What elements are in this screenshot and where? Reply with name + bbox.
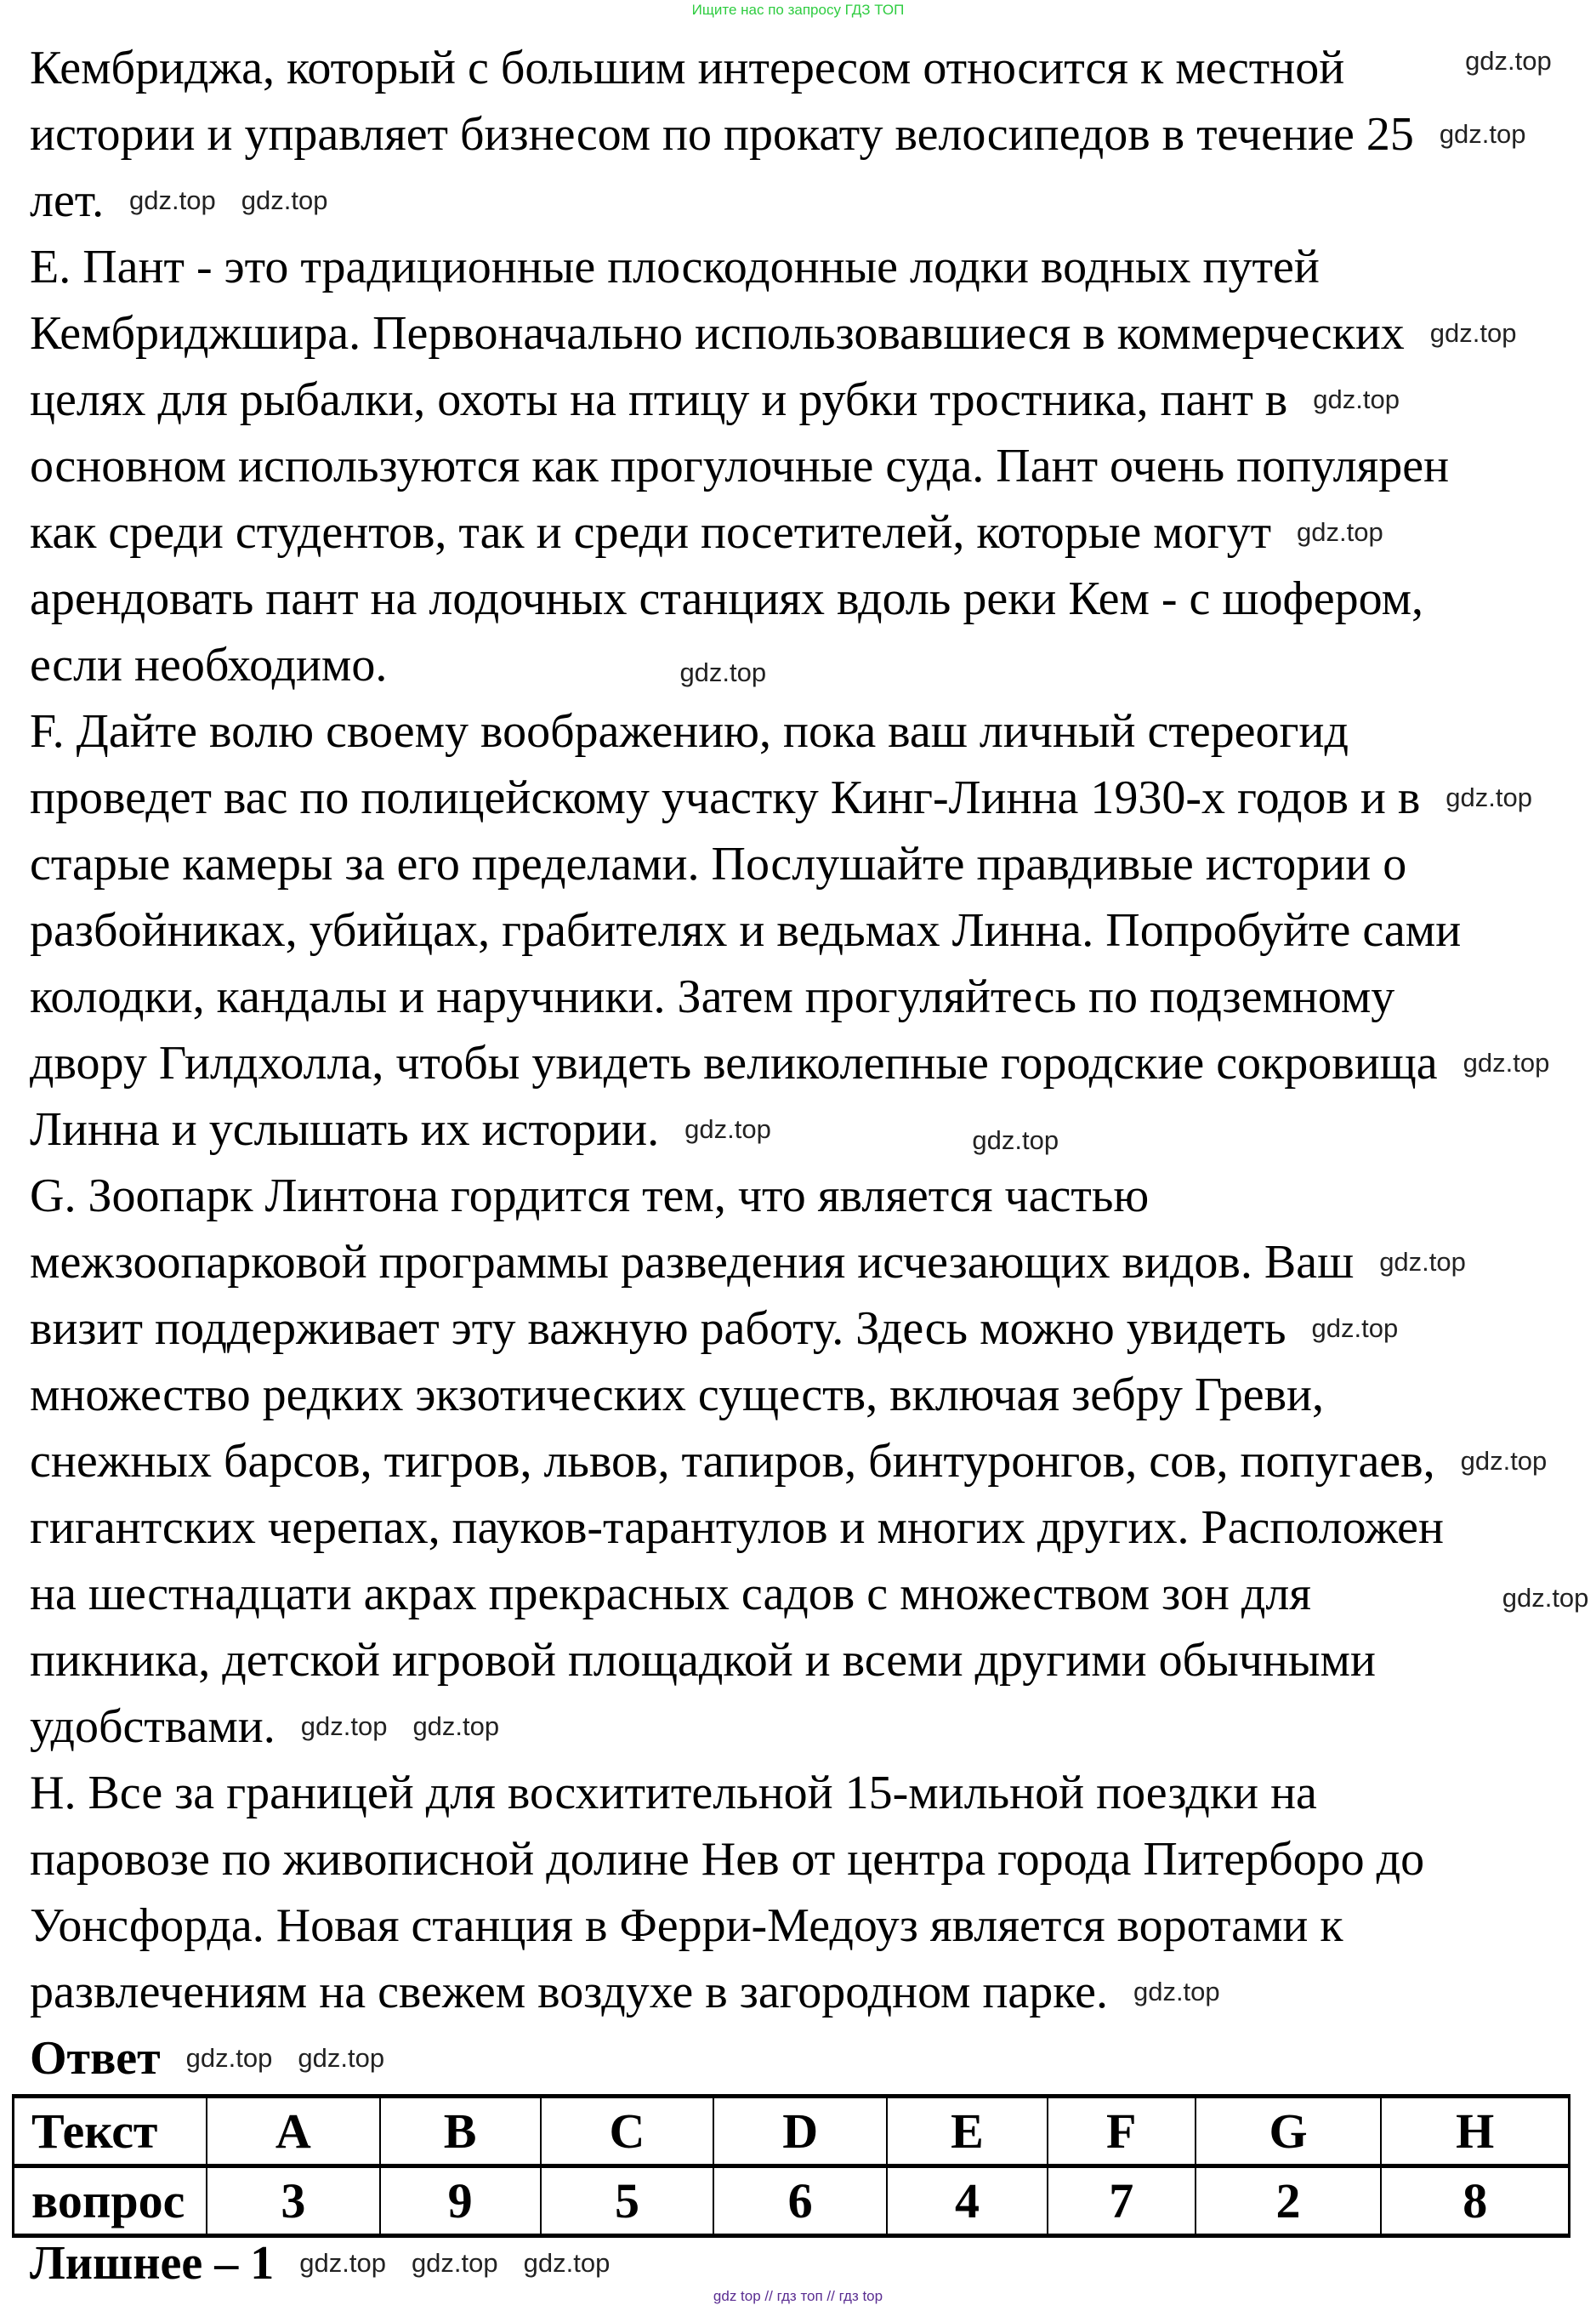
text-line: лет. (30, 174, 105, 227)
column-header: B (380, 2097, 541, 2166)
watermark: gdz.top (523, 2248, 611, 2278)
text-line: колодки, кандалы и наручники. Затем прогуляйтесь по подземному (30, 970, 1395, 1023)
text-line: на шестнадцати акрах прекрасных садов с множеством зон для (30, 1568, 1312, 1620)
column-header: C (541, 2097, 714, 2166)
footer-link[interactable]: gdz top // гдз топ // гдз top (713, 2288, 883, 2304)
watermark: gdz.top (1502, 1582, 1589, 1613)
column-header: D (713, 2097, 887, 2166)
text-line: межзоопарковой программы разведения исчезающих видов. Ваш (30, 1236, 1355, 1289)
answer-cell: 8 (1381, 2166, 1569, 2236)
text-line: арендовать пант на лодочных станциях вдоль реки Кем - с шофером, (30, 572, 1424, 625)
table-row (14, 2097, 1570, 2166)
answer-table (12, 2094, 1570, 2238)
text-line: Кембриджшира. Первоначально использовавшиеся в коммерческих (30, 307, 1405, 360)
watermark: gdz.top (1460, 1446, 1548, 1476)
text-line: основном используются как прогулочные суда. Пант очень популярен (30, 440, 1450, 492)
text-line: Линна и услышать их истории. (30, 1103, 660, 1156)
watermark: gdz.top (241, 185, 328, 215)
column-header: H (1381, 2097, 1569, 2166)
search-banner[interactable]: Ищите нас по запросу ГДЗ ТОП (691, 2, 905, 18)
watermark: gdz.top (1313, 384, 1400, 414)
text-line: если необходимо. (30, 639, 388, 692)
text-line: F. Дайте волю своему воображению, пока ваш личный стереогид (30, 705, 1349, 758)
text-line: проведет вас по полицейскому участку Кинг-Линна 1930-х годов и в (30, 771, 1421, 824)
watermark: gdz.top (300, 1711, 388, 1741)
answer-cell: 3 (207, 2166, 380, 2236)
watermark: gdz.top (1439, 119, 1526, 149)
extra-note: Лишнее – 1 (30, 2237, 275, 2290)
text-line: G. Зоопарк Линтона гордится тем, что является частью (30, 1170, 1150, 1222)
column-header: E (887, 2097, 1048, 2166)
column-header: F (1048, 2097, 1196, 2166)
text-line: целях для рыбалки, охоты на птицу и рубки тростника, пант в (30, 373, 1288, 426)
text-line: пикника, детской игровой площадкой и всеми другими обычными (30, 1634, 1376, 1687)
text-line: Уонсфорда. Новая станция в Ферри-Медоуз является воротами к (30, 1899, 1343, 1952)
watermark: gdz.top (1465, 45, 1552, 76)
watermark: gdz.top (411, 2248, 498, 2278)
text-line: множество редких экзотических существ, включая зебру Греви, (30, 1369, 1325, 1421)
answer-cell: 6 (713, 2166, 887, 2236)
watermark: gdz.top (1133, 1977, 1220, 2006)
text-line: паровозе по живописной долине Нев от центра города Питерборо до (30, 1833, 1425, 1886)
text-line: E. Пант - это традиционные плоскодонные лодки водных путей (30, 241, 1320, 293)
text-line: снежных барсов, тигров, львов, тапиров, бинтуронгов, сов, попугаев, (30, 1435, 1435, 1488)
text-line: удобствами. (30, 1700, 275, 1753)
watermark: gdz.top (129, 185, 216, 215)
watermark: gdz.top (298, 2043, 385, 2073)
row-label-text: Текст (14, 2097, 207, 2166)
text-line: Кембриджа, который с большим интересом относится к местной (30, 42, 1345, 94)
answer-cell: 2 (1196, 2166, 1382, 2236)
watermark: gdz.top (1297, 517, 1383, 547)
text-line: истории и управляет бизнесом по прокату велосипедов в течение 25 (30, 108, 1414, 161)
answer-heading: Ответ (30, 2032, 161, 2085)
watermark: gdz.top (1429, 318, 1517, 348)
watermark: gdz.top (185, 2043, 273, 2073)
text-line: двору Гилдхолла, чтобы увидеть великолепные городские сокровища (30, 1037, 1438, 1090)
watermark: gdz.top (679, 657, 767, 687)
watermark: gdz.top (684, 1114, 771, 1144)
watermark: gdz.top (1379, 1247, 1466, 1277)
row-label-question: вопрос (14, 2166, 207, 2236)
text-line: визит поддерживает эту важную работу. Здесь можно увидеть (30, 1302, 1286, 1355)
watermark: gdz.top (299, 2248, 386, 2278)
text-line: как среди студентов, так и среди посетителей, которые могут (30, 506, 1272, 559)
watermark: gdz.top (972, 1124, 1059, 1155)
answer-cell: 7 (1048, 2166, 1196, 2236)
answer-cell: 9 (380, 2166, 541, 2236)
answer-cell: 4 (887, 2166, 1048, 2236)
column-header: G (1196, 2097, 1382, 2166)
answer-cell: 5 (541, 2166, 714, 2236)
text-line: H. Все за границей для восхитительной 15-мильной поездки на (30, 1767, 1317, 1819)
column-header: A (207, 2097, 380, 2166)
watermark: gdz.top (1445, 783, 1532, 812)
text-line: развлечениям на свежем воздухе в загородном парке. (30, 1966, 1108, 2018)
text-line: старые камеры за его пределами. Послушайте правдивые истории о (30, 838, 1407, 891)
text-line: гигантских черепах, пауков-тарантулов и многих других. Расположен (30, 1501, 1444, 1554)
watermark: gdz.top (412, 1711, 500, 1741)
table-row (14, 2166, 1570, 2236)
watermark: gdz.top (1463, 1048, 1550, 1078)
text-line: разбойниках, убийцах, грабителях и ведьмах Линна. Попробуйте сами (30, 904, 1462, 957)
watermark: gdz.top (1311, 1313, 1399, 1343)
